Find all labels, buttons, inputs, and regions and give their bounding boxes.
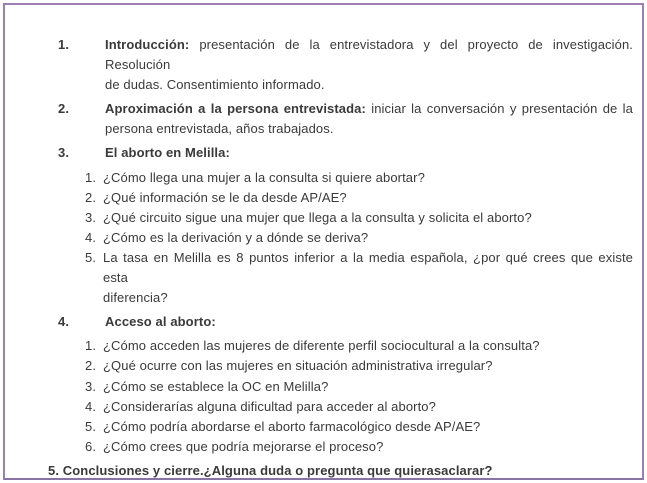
item-text-line <box>105 35 633 75</box>
question-row <box>48 377 633 397</box>
question-number: 3. <box>85 209 97 225</box>
question-number: 4. <box>85 229 97 245</box>
sublist-acceso-aborto <box>48 336 633 457</box>
item-heading: El aborto en Melilla: <box>105 145 230 161</box>
question-row <box>48 437 633 457</box>
question-row <box>48 417 633 437</box>
question-number: 6. <box>85 438 97 454</box>
interview-guide-content <box>48 35 633 481</box>
question-row <box>48 168 633 188</box>
question-row <box>48 248 633 308</box>
item-lead-bold: Aproximación a la persona entrevistada: <box>105 101 366 117</box>
question-row <box>48 336 633 356</box>
item-number: 3. <box>58 145 70 161</box>
item-text-line <box>105 99 633 119</box>
question-text: ¿Cómo podría abordarse el aborto farmacológico desde AP/AE? <box>103 418 481 434</box>
item-text: presentación de la entrevistadora y del proyecto de investigación. Resolución <box>105 37 634 73</box>
list-item-aproximacion <box>48 99 633 139</box>
item-body <box>105 35 633 95</box>
question-number: 5. <box>85 249 97 265</box>
question-number: 2. <box>85 189 97 205</box>
question-text-line: La tasa en Melilla es 8 puntos inferior a la media española, ¿por qué crees que existe esta <box>103 249 633 286</box>
question-row <box>48 208 633 228</box>
question-text: ¿Cómo llega una mujer a la consulta si quiere abortar? <box>103 169 425 185</box>
question-text: ¿Cómo se establece la OC en Melilla? <box>103 378 329 394</box>
item-lead-bold: Introducción: <box>105 37 190 52</box>
item-number: 4. <box>58 314 70 330</box>
sublist-aborto-melilla <box>48 168 633 309</box>
list-item-introduccion <box>48 35 633 95</box>
list-item-aborto-melilla-heading <box>48 143 633 163</box>
list-item-acceso-aborto-heading <box>48 312 633 332</box>
question-number: 1. <box>85 338 97 354</box>
item-number: 1. <box>58 37 70 52</box>
item-heading: Acceso al aborto: <box>105 314 216 330</box>
question-number: 5. <box>85 418 97 434</box>
question-text: ¿Qué ocurre con las mujeres en situación administrativa irregular? <box>103 358 493 374</box>
question-text <box>103 248 633 308</box>
question-number: 3. <box>85 378 97 394</box>
question-row <box>48 356 633 376</box>
question-number: 2. <box>85 358 97 374</box>
question-number: 1. <box>85 169 97 185</box>
question-text: ¿Qué circuito sigue una mujer que llega a la consulta y solicita el aborto? <box>103 209 532 225</box>
item-text-line: de dudas. Consentimiento informado. <box>105 77 325 93</box>
question-row <box>48 397 633 417</box>
item-number: 2. <box>58 101 70 117</box>
list-item-conclusiones: 5. Conclusiones y cierre.¿Alguna duda o pregunta que quierasaclarar? <box>48 462 493 478</box>
item-text-line: persona entrevistada, años trabajados. <box>105 121 334 137</box>
question-text: ¿Cómo crees que podría mejorarse el proceso? <box>103 438 384 454</box>
item-body <box>105 99 633 139</box>
question-text: ¿Qué información se le da desde AP/AE? <box>103 189 347 205</box>
item-text: iniciar la conversación y presentación de la <box>371 101 633 117</box>
question-row <box>48 188 633 208</box>
question-text: ¿Cómo acceden las mujeres de diferente perfil sociocultural a la consulta? <box>103 338 540 354</box>
question-number: 4. <box>85 398 97 414</box>
question-text: ¿Cómo es la derivación y a dónde se deriva? <box>103 229 369 245</box>
question-row <box>48 228 633 248</box>
question-text: ¿Considerarías alguna dificultad para acceder al aborto? <box>103 398 436 414</box>
question-text-line: diferencia? <box>103 290 168 306</box>
